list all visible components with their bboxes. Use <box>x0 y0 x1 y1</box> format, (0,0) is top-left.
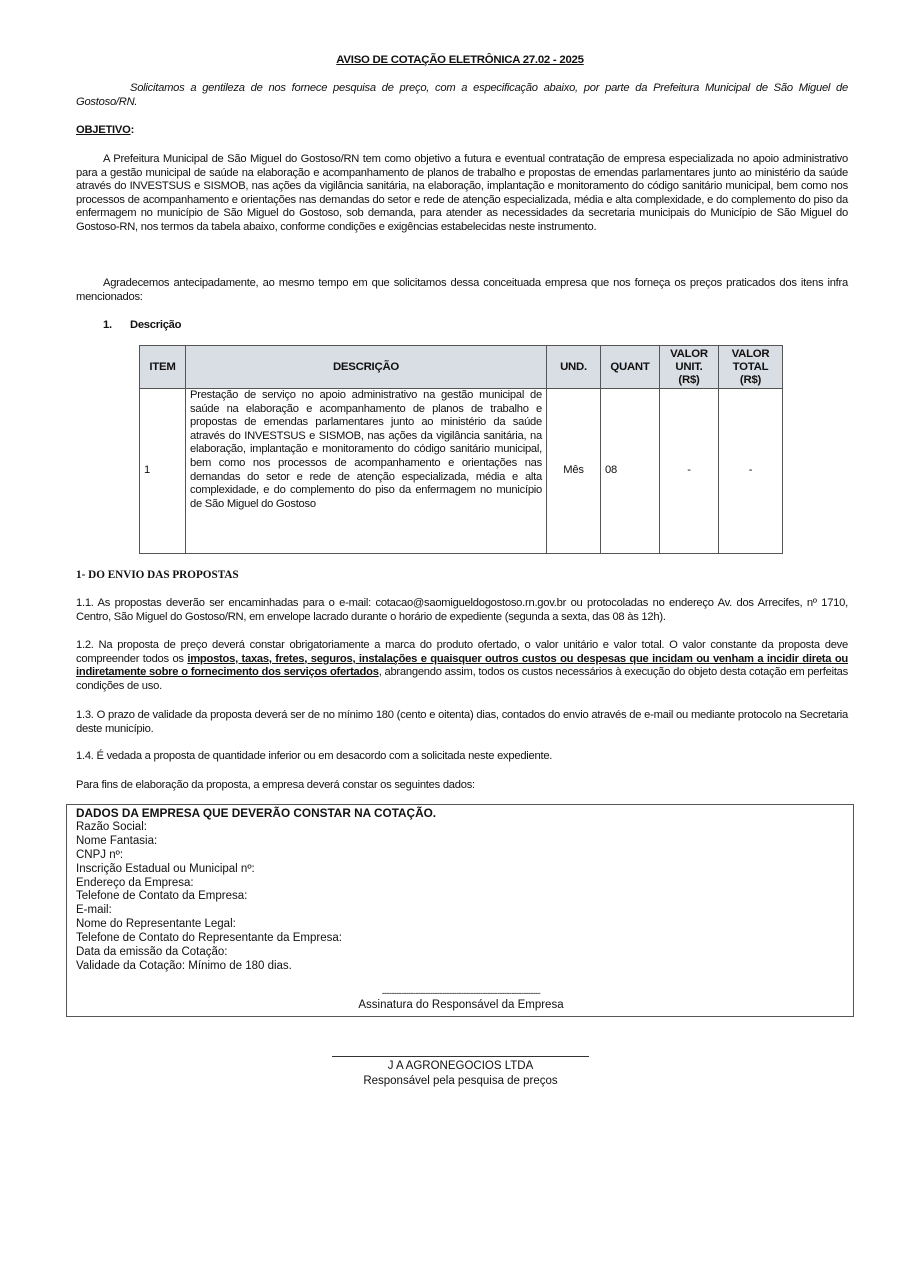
field-telefone-empresa: Telefone de Contato da Empresa: <box>76 890 248 903</box>
responsible-company: J A AGRONEGOCIOS LTDA <box>387 1060 534 1072</box>
empresa-signature-area <box>67 988 855 1012</box>
clause-1-2-intro: 1.2. Na proposta de preço deverá constar obrigatoriamente a marca do produto ofertado, o valor unitário e valor total. O valor constante da proposta deve compreender todos os <box>76 639 848 665</box>
field-data-emissao: Data da emissão da Cotação: <box>76 946 228 959</box>
responsible-role: Responsável pela pesquisa de preços <box>363 1074 558 1087</box>
header-quant: QUANT <box>601 346 660 389</box>
table-row <box>140 389 783 554</box>
clause-1-3: 1.3. O prazo de validade da proposta deverá ser de no mínimo 180 (cento e oitenta) dias, contados do envio através de e-mail ou mediante protocolo na Secretaria deste município. <box>76 709 848 735</box>
cell-quant: 08 <box>601 389 660 554</box>
dados-instruction: Para fins de elaboração da proposta, a empresa deverá constar os seguintes dados: <box>76 779 475 791</box>
empresa-box-heading: DADOS DA EMPRESA QUE DEVERÃO CONSTAR NA COTAÇÃO. <box>76 806 437 820</box>
header-und: UND. <box>547 346 601 389</box>
document-title: AVISO DE COTAÇÃO ELETRÔNICA 27.02 - 2025 <box>336 54 584 66</box>
cell-descricao: Prestação de serviço no apoio administrativo na gestão municipal de saúde na elaboração e acompanhamento de planos de trabalho e propostas de emendas parlamentares junto ao ministério da saúde através do INVESTSUS e SISMOB, nas ações da vigilância sanitária, na elaboração, implantação e monitoramento do código sanitário municipal, bem como nos processos de acompanhamento e orientações nas demandas do setor e rede de atenção especializada, média e alta complexidade, e do complemento do piso da enfermagem no município de São Miguel do Gostoso <box>186 389 547 554</box>
field-razao-social: Razão Social: <box>76 820 147 833</box>
cell-valor-unit: - <box>660 389 719 554</box>
intro-paragraph: Solicitamos a gentileza de nos fornece pesquisa de preço, com a especificação abaixo, por parte da Prefeitura Municipal de São Miguel de Gostoso/RN. <box>76 82 848 108</box>
objetivo-colon: : <box>130 124 135 136</box>
clause-1-2-emphasis: impostos, taxas, fretes, seguros, instalações e quaisquer outros custos ou despesas que incidam ou venham a incidir direta ou indiretamente sobre o fornecimento dos serviços ofertados <box>76 652 848 679</box>
field-inscricao: Inscrição Estadual ou Municipal nº: <box>76 862 255 875</box>
agradecimento-paragraph: Agradecemos antecipadamente, ao mesmo tempo em que solicitamos dessa conceituada empresa que nos forneça os preços praticados dos itens infra mencionados: <box>76 277 848 303</box>
envio-heading: 1- DO ENVIO DAS PROPOSTAS <box>76 569 239 581</box>
field-representante: Nome do Representante Legal: <box>76 918 236 931</box>
section-descricao-heading <box>103 319 181 333</box>
items-table <box>139 345 783 554</box>
objetivo-paragraph: A Prefeitura Municipal de São Miguel do Gostoso/RN tem como objetivo a futura e eventual contratação de empresa especializada no apoio administrativo para a gestão municipal de saúde na elaboração e acompanhamento de planos de trabalho e propostas de emendas parlamentares junto ao ministério da saúde através do INVESTSUS e SISMOB, nas ações da vigilância sanitária, na elaboração, implantação e monitoramento do código sanitário municipal, bem como nos processos de acompanhamento e orientações nas demandas do setor e rede de atenção especializada, média e alta complexidade, e do complemento do piso da enfermagem no município de São Miguel do Gostoso, sob demanda, para atender as necessidades da secretaria municipais do Município de São Miguel do Gostoso-RN, nos termos da tabela abaixo, conforme condições e exigências estabelecidas neste instrumento. <box>76 153 848 233</box>
cell-item: 1 <box>140 389 186 554</box>
header-descricao: DESCRIÇÃO <box>186 346 547 389</box>
cell-und: Mês <box>547 389 601 554</box>
table-header-row <box>140 346 783 389</box>
section-number: 1. <box>103 319 112 331</box>
field-cnpj: CNPJ nº: <box>76 848 124 861</box>
header-valor-total: VALOR TOTAL (R$) <box>719 346 783 389</box>
clause-1-4: 1.4. É vedada a proposta de quantidade inferior ou em desacordo com a solicitada neste expediente. <box>76 750 553 762</box>
objetivo-heading-text: OBJETIVO <box>76 124 131 136</box>
field-endereco: Endereço da Empresa: <box>76 876 194 889</box>
signature-label: Assinatura do Responsável da Empresa <box>358 999 564 1011</box>
empresa-data-box <box>66 804 854 1017</box>
field-nome-fantasia: Nome Fantasia: <box>76 834 158 847</box>
clause-1-2 <box>76 639 848 693</box>
field-telefone-representante: Telefone de Contato do Representante da Empresa: <box>76 932 342 945</box>
section-title: Descrição <box>130 319 182 331</box>
responsible-signature <box>332 1056 589 1088</box>
header-valor-unit: VALOR UNIT. (R$) <box>660 346 719 389</box>
clause-1-2-outro: , abrangendo assim, todos os custos necessários à execução do objeto desta cotação em perfeitas condições de uso. <box>76 666 848 692</box>
field-validade: Validade da Cotação: Mínimo de 180 dias. <box>76 959 292 972</box>
header-item: ITEM <box>140 346 186 389</box>
signature-dash-line: ------------------------------------------------------------------ <box>381 988 541 998</box>
objetivo-heading <box>76 124 134 138</box>
cell-valor-total: - <box>719 389 783 554</box>
clause-1-1: 1.1. As propostas deverão ser encaminhadas para o e-mail: cotacao@saomigueldogostoso.rn.gov.br ou protocoladas no endereço Av. dos Arrecifes, nº 1710, Centro, São Miguel do Gostoso/RN, em envelope lacrado durante o horário de expediente (segunda a sexta, das 08 às 12h). <box>76 597 848 623</box>
field-email: E-mail: <box>76 904 112 917</box>
